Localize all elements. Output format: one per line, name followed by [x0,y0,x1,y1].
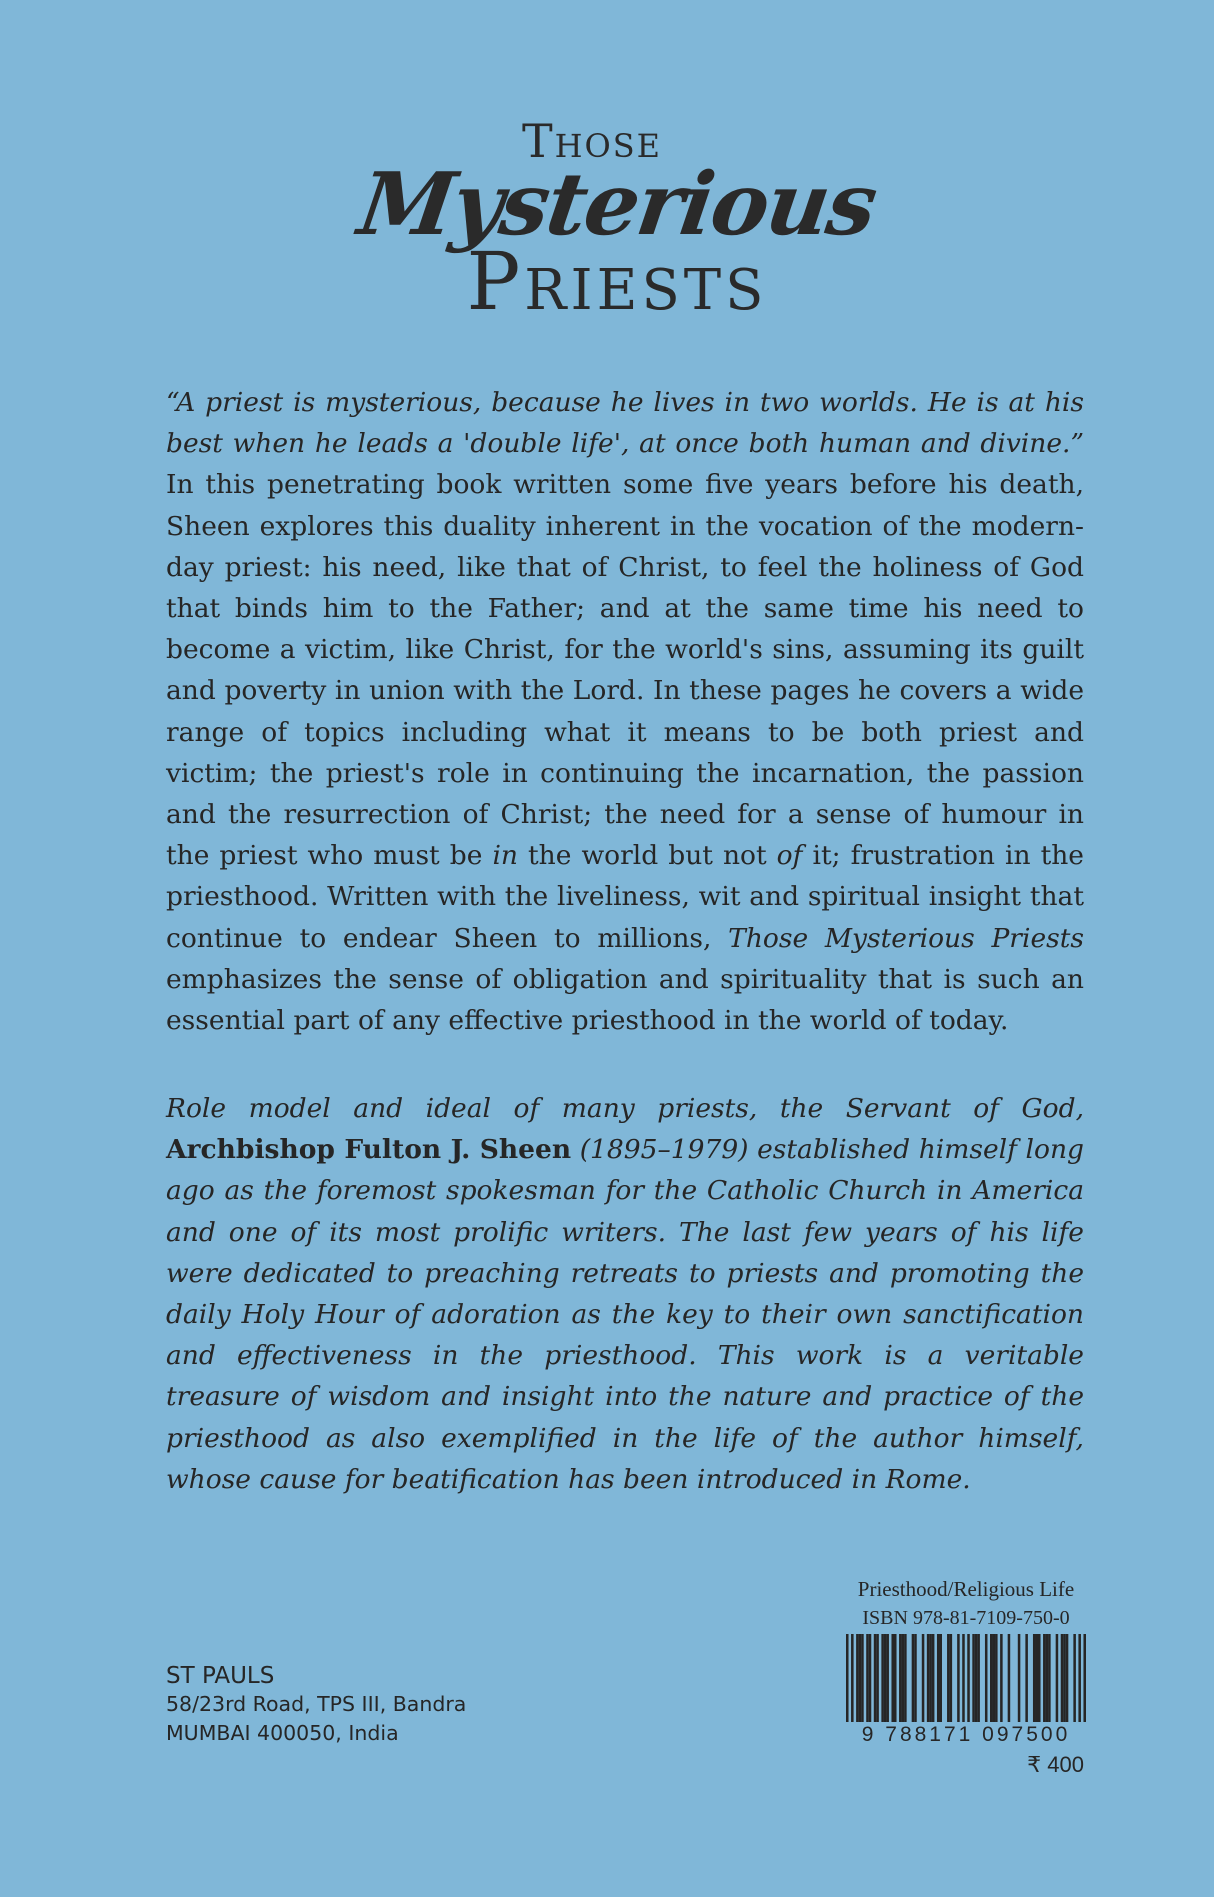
opening-quote: “A priest is mysterious, because he lives in two worlds. He is at his best when he leads a 'double life', at once both human and divine.” [166,387,1084,460]
barcode-bar [902,1634,905,1722]
barcode-bar [1046,1634,1049,1722]
barcode-bar [884,1634,887,1722]
barcode-bar [977,1634,980,1722]
barcode-bar [1061,1634,1064,1722]
barcode-bar [904,1634,907,1722]
description-text-4: emphasizes the sense of obligation and spirituality that is such an essential part of any effective priesthood in the world of today. [166,963,1084,1037]
barcode-bar [846,1634,849,1722]
barcode-bar [861,1634,864,1722]
barcode-bar [922,1634,925,1722]
description-text-2: the world but not [517,840,777,872]
barcode-bar [866,1634,869,1722]
author-name: Archbishop Fulton J. Sheen [166,1134,572,1166]
barcode-bar [1033,1634,1036,1722]
barcode-bar [929,1634,932,1722]
barcode-bar [874,1634,877,1722]
publisher-address-line-1: 58/23rd Road, TPS III, Bandra [166,1692,467,1716]
barcode-bar [914,1634,917,1722]
barcode-bar [851,1634,854,1722]
barcode-bar [1073,1634,1076,1722]
product-info [846,1574,1086,1782]
barcode-bar [993,1634,996,1722]
barcode-bar [1025,1634,1028,1722]
barcode-bar [927,1634,930,1722]
barcode-bar [957,1634,960,1722]
barcode-bar [1048,1634,1051,1722]
barcode-bar [899,1634,902,1722]
barcode-bar [912,1634,915,1722]
barcode-bar [1056,1634,1059,1722]
barcode-bar [947,1634,950,1722]
author-bio [166,1088,1084,1500]
barcode-bar [1083,1634,1086,1722]
publisher-name: ST PAULS [166,1663,275,1689]
isbn-label: ISBN 978-81-7109-750-0 [862,1607,1070,1629]
barcode-bar [939,1634,942,1722]
bio-intro: Role model and ideal of many priests, the Servant of God, [166,1093,1084,1124]
barcode-bar [859,1634,862,1722]
barcode-bar [1078,1634,1081,1722]
barcode-bar [937,1634,940,1722]
description-emphasis-of: of [776,840,803,872]
title-line-priests: Priests [466,235,768,328]
barcode-bar [1000,1634,1003,1722]
barcode-bar [1043,1634,1046,1722]
barcode-bar [932,1634,935,1722]
barcode-bar [995,1634,998,1722]
description-book-title: Those Mysterious Priests [728,922,1084,954]
barcode-bar [886,1634,889,1722]
description-text-3: it; frustration in the priesthood. Written with the liveliness, wit and spiritual insight that continue to endear Sheen to millions, [166,840,1084,954]
book-title [0,114,1214,328]
barcode-bar [869,1634,872,1722]
barcode-bar [972,1634,975,1722]
barcode-bar [962,1634,965,1722]
price-label: ₹ 400 [1027,1752,1084,1777]
barcode-bar [1035,1634,1038,1722]
barcode-bar [891,1634,894,1722]
title-line-mysterious: Mysterious [352,154,882,255]
barcode-bar [985,1634,988,1722]
title-line-those: Those [521,114,663,168]
barcode-bar [1008,1634,1011,1722]
barcode-bar [876,1634,879,1722]
barcode-bar [1063,1634,1066,1722]
book-description [166,382,1084,1041]
barcode-bar [1038,1634,1041,1722]
barcode-bar [881,1634,884,1722]
bio-text: (1895–1979) established himself long ago as the foremost spokesman for the Catholic Church in America and one of its most prolific writers. The last few years of his life were dedicated to preaching retreats to priests and promoting the daily Holy Hour of adoration as the key to their own sanctification and effectiveness in the priesthood. This work is a veritable treasure of wisdom and insight into the nature and practice of the priesthood as also exemplified in the life of the author himself, whose cause for beatification has been introduced in Rome. [166,1134,1084,1495]
barcode-bar [1018,1634,1021,1722]
barcode-bar [990,1634,993,1722]
barcode-digits: 9 788171 097500 [861,1723,1071,1746]
description-emphasis-in: in [492,840,518,872]
barcode-graphic [846,1634,1086,1722]
barcode-bar [894,1634,897,1722]
barcode-bar [950,1634,953,1722]
book-category: Priesthood/Religious Life [857,1577,1075,1601]
publisher-info [166,1662,466,1748]
barcode-bar [1066,1634,1069,1722]
publisher-address-line-2: MUMBAI 400050, India [166,1721,399,1745]
barcode-bar [975,1634,978,1722]
barcode-bar [967,1634,970,1722]
description-text-1: In this penetrating book written some five years before his death, Sheen explores this duality inherent in the vocation of the modern-day priest: his need, like that of Christ, to feel the holiness of God that binds him to the Father; and at the same time his need to become a victim, like Christ, for the world's sins, assuming its guilt and poverty in union with the Lord. In these pages he covers a wide range of topics including what it means to be both priest and victim; the priest's role in continuing the incarnation, the passion and the resurrection of Christ; the need for a sense of humour in the priest who must be [166,469,1084,872]
barcode-bar [856,1634,859,1722]
